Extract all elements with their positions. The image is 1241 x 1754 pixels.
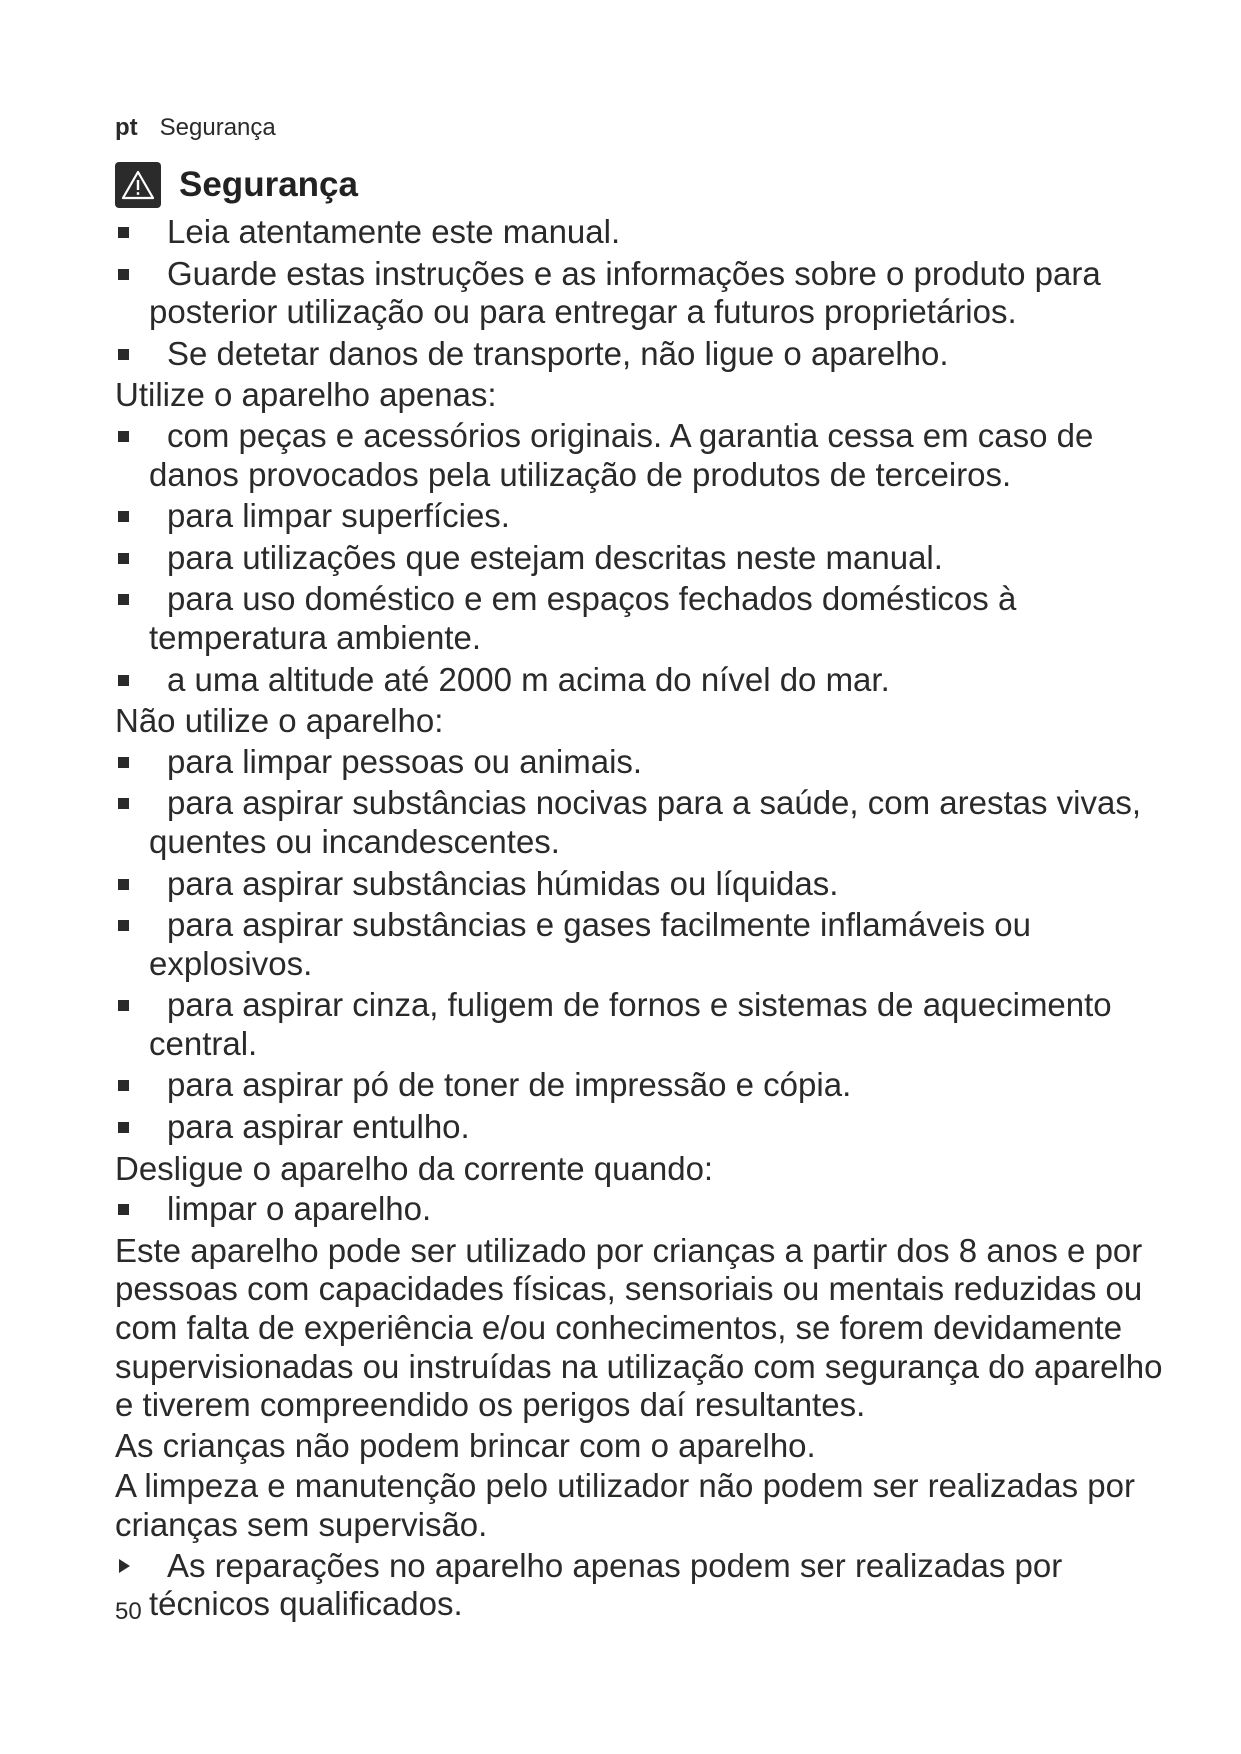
bullet-icon: [118, 594, 129, 605]
list-item: para aspirar cinza, fuligem de fornos e sistemas de aquecimento central.: [115, 986, 1165, 1063]
list-item: Leia atentamente este manual.: [115, 213, 1165, 252]
page-number: 50: [115, 1598, 142, 1625]
list-item: para limpar superfícies.: [115, 497, 1165, 536]
list-item: para aspirar substâncias nocivas para a saúde, com arestas vivas, quentes ou incandescentes.: [115, 784, 1165, 861]
bullet-icon: [118, 757, 129, 768]
bullet-icon: [118, 879, 129, 890]
children-play-paragraph: As crianças não podem brincar com o aparelho.: [115, 1426, 816, 1464]
unplug-heading: Desligue o aparelho da corrente quando:: [115, 1149, 714, 1187]
list-item: para aspirar pó de toner de impressão e cópia.: [115, 1066, 1165, 1105]
bullet-icon: [118, 431, 129, 442]
list-item: Guarde estas instruções e as informações sobre o produto para posterior utilização ou para entregar a futuros proprietários.: [115, 255, 1165, 332]
arrow-icon: [119, 1559, 130, 1573]
bullet-icon: [118, 798, 129, 809]
safety-content: [115, 213, 1165, 1627]
list-item: limpar o aparelho.: [115, 1190, 1165, 1229]
section-name: Segurança: [159, 114, 276, 141]
bullet-icon: [118, 675, 129, 686]
list-item: para uso doméstico e em espaços fechados domésticos à temperatura ambiente.: [115, 580, 1165, 657]
action-item: As reparações no aparelho apenas podem ser realizadas por técnicos qualificados.: [115, 1547, 1165, 1624]
bullet-icon: [118, 1080, 129, 1091]
list-item: para limpar pessoas ou animais.: [115, 743, 1165, 782]
list-item: para aspirar substâncias húmidas ou líquidas.: [115, 865, 1165, 904]
bullet-icon: [118, 227, 129, 238]
nouse-heading: Não utilize o aparelho:: [115, 702, 444, 740]
bullet-icon: [118, 1122, 129, 1133]
list-item: com peças e acessórios originais. A garantia cessa em caso de danos provocados pela utilização de produtos de terceiros.: [115, 417, 1165, 494]
list-item: a uma altitude até 2000 m acima do nível do mar.: [115, 661, 1165, 700]
bullet-icon: [118, 269, 129, 280]
bullet-icon: [118, 553, 129, 564]
bullet-icon: [118, 1204, 129, 1215]
language-code: pt: [115, 114, 138, 141]
warning-icon: [115, 162, 161, 208]
bullet-icon: [118, 1000, 129, 1011]
list-item: para aspirar substâncias e gases facilmente inflamáveis ou explosivos.: [115, 906, 1165, 983]
bullet-icon: [118, 511, 129, 522]
list-item: para aspirar entulho.: [115, 1108, 1165, 1147]
bullet-icon: [118, 920, 129, 931]
section-title: [115, 162, 358, 208]
cleaning-paragraph: A limpeza e manutenção pelo utilizador não podem ser realizadas por crianças sem supervisão.: [115, 1467, 1135, 1543]
use-heading: Utilize o aparelho apenas:: [115, 376, 497, 414]
bullet-icon: [118, 349, 129, 360]
list-item: Se detetar danos de transporte, não ligue o aparelho.: [115, 335, 1165, 374]
page-title: Segurança: [179, 165, 358, 204]
list-item: para utilizações que estejam descritas neste manual.: [115, 539, 1165, 578]
page-header: [115, 114, 276, 142]
children-paragraph: Este aparelho pode ser utilizado por crianças a partir dos 8 anos e por pessoas com capacidades físicas, sensoriais ou mentais reduzidas ou com falta de experiência e/ou conhecimentos, se forem devidamente supervisionadas ou instruídas na utilização com segurança do aparelho e tiverem compreendido os perigos daí resultantes.: [115, 1231, 1163, 1424]
